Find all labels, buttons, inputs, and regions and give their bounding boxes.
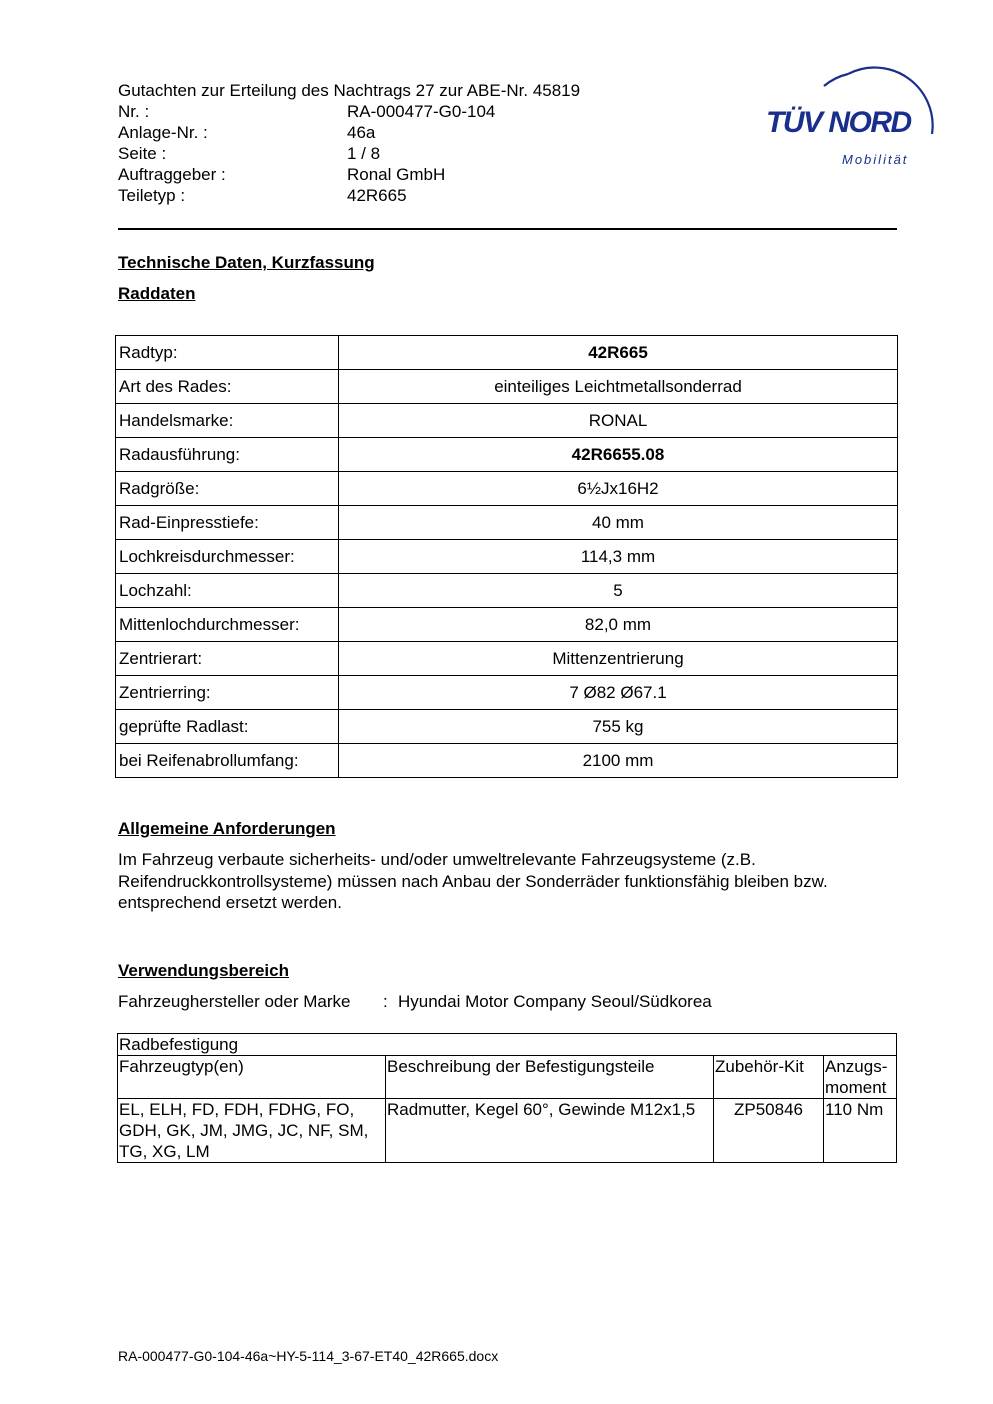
logo-brand-text: TÜV NORD bbox=[766, 106, 911, 139]
table-row bbox=[116, 608, 898, 642]
footer-filename: RA-000477-G0-104-46a~HY-5-114_3-67-ET40_42R665.docx bbox=[118, 1348, 499, 1364]
section-title-allgemeine-anforderungen: Allgemeine Anforderungen bbox=[118, 819, 336, 838]
raddaten-value: 2100 mm bbox=[339, 744, 898, 778]
field-value-nr: RA-000477-G0-104 bbox=[347, 102, 496, 121]
field-value-auftraggeber: Ronal GmbH bbox=[347, 165, 446, 184]
header-divider bbox=[118, 228, 897, 230]
raddaten-value: 82,0 mm bbox=[339, 608, 898, 642]
raddaten-label: Lochkreisdurchmesser: bbox=[116, 540, 339, 574]
field-label-seite: Seite : bbox=[118, 144, 167, 163]
table-row bbox=[116, 642, 898, 676]
raddaten-value: 114,3 mm bbox=[339, 540, 898, 574]
hersteller-value: Hyundai Motor Company Seoul/Südkorea bbox=[398, 992, 712, 1011]
raddaten-value: 7 Ø82 Ø67.1 bbox=[339, 676, 898, 710]
raddaten-value: 6½Jx16H2 bbox=[339, 472, 898, 506]
allgemeine-anforderungen-text: Im Fahrzeug verbaute sicherheits- und/oder umweltrelevante Fahrzeugsysteme (z.B. Reifendruckkontrollsysteme) müssen nach Anbau der Sonderräder funktionsfähig bleiben bzw. entsprechend ersetzt werden. bbox=[118, 850, 828, 912]
tuv-nord-logo bbox=[764, 56, 944, 174]
raddaten-label: Lochzahl: bbox=[116, 574, 339, 608]
section-title-verwendungsbereich: Verwendungsbereich bbox=[118, 961, 289, 980]
cell-fahrzeugtypen: EL, ELH, FD, FDH, FDHG, FO, GDH, GK, JM, JMG, JC, NF, SM, TG, XG, LM bbox=[118, 1099, 386, 1163]
section-title-technische-daten: Technische Daten, Kurzfassung bbox=[118, 253, 375, 272]
section-title-raddaten: Raddaten bbox=[118, 284, 196, 303]
raddaten-label: Handelsmarke: bbox=[116, 404, 339, 438]
raddaten-label: Art des Rades: bbox=[116, 370, 339, 404]
table-row bbox=[116, 472, 898, 506]
cell-zubehoer-kit: ZP50846 bbox=[714, 1099, 824, 1163]
raddaten-label: Radtyp: bbox=[116, 336, 339, 370]
hersteller-separator: : bbox=[383, 992, 388, 1011]
raddaten-value: 755 kg bbox=[339, 710, 898, 744]
column-header-zubehoer-kit: Zubehör-Kit bbox=[714, 1056, 824, 1099]
raddaten-label: geprüfte Radlast: bbox=[116, 710, 339, 744]
hersteller-label: Fahrzeughersteller oder Marke bbox=[118, 992, 351, 1011]
raddaten-value: einteiliges Leichtmetallsonderrad bbox=[339, 370, 898, 404]
table-row bbox=[118, 1034, 897, 1056]
table-row bbox=[116, 404, 898, 438]
raddaten-value: 42R665 bbox=[339, 336, 898, 370]
raddaten-label: Radausführung: bbox=[116, 438, 339, 472]
table-row bbox=[116, 710, 898, 744]
table-header-row bbox=[118, 1056, 897, 1099]
radbefestigung-table bbox=[117, 1033, 897, 1163]
field-label-nr: Nr. : bbox=[118, 102, 150, 121]
field-label-anlage: Anlage-Nr. : bbox=[118, 123, 208, 142]
radbefestigung-title: Radbefestigung bbox=[118, 1034, 897, 1056]
raddaten-label: Rad-Einpresstiefe: bbox=[116, 506, 339, 540]
field-label-teiletyp: Teiletyp : bbox=[118, 186, 186, 205]
raddaten-value: 42R6655.08 bbox=[339, 438, 898, 472]
raddaten-value: 5 bbox=[339, 574, 898, 608]
raddaten-label: bei Reifenabrollumfang: bbox=[116, 744, 339, 778]
table-row bbox=[118, 1099, 897, 1163]
table-row bbox=[116, 744, 898, 778]
table-row bbox=[116, 574, 898, 608]
column-header-anzugsmoment: Anzugs-moment bbox=[824, 1056, 897, 1099]
table-row bbox=[116, 370, 898, 404]
raddaten-value: RONAL bbox=[339, 404, 898, 438]
raddaten-label: Zentrierring: bbox=[116, 676, 339, 710]
column-header-beschreibung: Beschreibung der Befestigungsteile bbox=[386, 1056, 714, 1099]
raddaten-table bbox=[115, 335, 898, 778]
table-row bbox=[116, 438, 898, 472]
document-title: Gutachten zur Erteilung des Nachtrags 27 zur ABE-Nr. 45819 bbox=[118, 81, 581, 100]
raddaten-label: Mittenlochdurchmesser: bbox=[116, 608, 339, 642]
table-row bbox=[116, 540, 898, 574]
table-row bbox=[116, 506, 898, 540]
cell-beschreibung: Radmutter, Kegel 60°, Gewinde M12x1,5 bbox=[386, 1099, 714, 1163]
raddaten-value: 40 mm bbox=[339, 506, 898, 540]
raddaten-label: Zentrierart: bbox=[116, 642, 339, 676]
field-label-auftraggeber: Auftraggeber : bbox=[118, 165, 226, 184]
field-value-teiletyp: 42R665 bbox=[347, 186, 407, 205]
cell-anzugsmoment: 110 Nm bbox=[824, 1099, 897, 1163]
field-value-seite: 1 / 8 bbox=[347, 144, 381, 163]
column-header-fahrzeugtyp: Fahrzeugtyp(en) bbox=[118, 1056, 386, 1099]
raddaten-value: Mittenzentrierung bbox=[339, 642, 898, 676]
logo-subtitle: Mobilität bbox=[842, 152, 909, 167]
table-row bbox=[116, 676, 898, 710]
field-value-anlage: 46a bbox=[347, 123, 376, 142]
raddaten-label: Radgröße: bbox=[116, 472, 339, 506]
table-row bbox=[116, 336, 898, 370]
